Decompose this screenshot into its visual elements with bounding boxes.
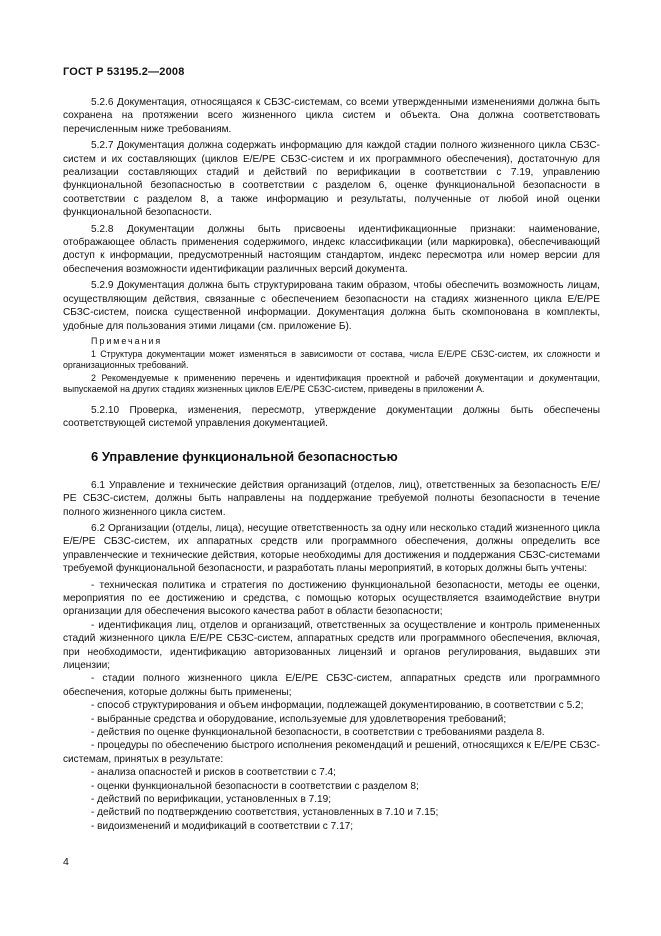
paragraph-5-2-10: 5.2.10 Проверка, изменения, пересмотр, утверждение документации должны быть обеспечены соответствующей системой управления документацией. bbox=[63, 404, 600, 430]
list-item: - техническая политика и стратегия по достижению функциональной безопасности, методы ее оценки, мероприятия по ее достижению и средства, с помощью которых осуществляется взаимодействие внутри организации для обеспечения высокого качества работ в области безопасности; bbox=[63, 579, 600, 618]
document-body bbox=[63, 96, 600, 833]
list-item: - выбранные средства и оборудование, используемые для удовлетворения требований; bbox=[91, 713, 507, 725]
paragraph-6-1: 6.1 Управление и технические действия организаций (отделов, лиц), ответственных за безопасность Е/Е/РЕ СБЗС-систем, должны быть направлены на поддержание требуемой полноты безопасности в течение полного жизненного цикла систем. bbox=[63, 479, 600, 518]
page-number: 4 bbox=[63, 856, 69, 868]
list-item: - действий по подтверждению соответствия, установленных в 7.10 и 7.15; bbox=[91, 807, 439, 819]
list-item: - способ структурирования и объем информации, подлежащей документированию, в соответствии с 5.2; bbox=[91, 700, 584, 712]
list-item: - оценки функциональной безопасности в соответствии с разделом 8; bbox=[91, 780, 419, 792]
list-item: - процедуры по обеспечению быстрого исполнения рекомендаций и решений, относящихся к Е/Е/РЕ СБЗС-системам, принятых в результате: bbox=[63, 740, 600, 765]
notes-title: Примечания bbox=[91, 335, 163, 346]
list-item: - анализа опасностей и рисков в соответствии с 7.4; bbox=[91, 767, 336, 779]
standard-header: ГОСТ Р 53195.2—2008 bbox=[63, 66, 185, 78]
note-item: 2 Рекомендуемые к применению перечень и идентификация проектной и рабочей документации и документации, выпускаемой на других стадиях жизненных циклов Е/Е/РЕ СБЗС-систем, приведены в приложении А. bbox=[63, 372, 600, 395]
list-item: - стадии полного жизненного цикла Е/Е/РЕ СБЗС-систем, аппаратных средств или программного обеспечения, которые должны быть применены; bbox=[63, 673, 600, 698]
paragraph-5-2-9: 5.2.9 Документация должна быть структурирована таким образом, чтобы обеспечить возможность лицам, осуществляющим действия, связанные с обеспечением безопасности на стадиях жизненного цикла Е/Е/РЕ СБЗС-систем, поиска существенной информации. Документация должна быть скомпонована в комплекты, удобные для пользования этими лицами (см. приложение Б). bbox=[63, 280, 600, 332]
section-heading: 6 Управление функциональной безопасностью bbox=[91, 448, 398, 464]
list-item: - идентификация лиц, отделов и организаций, ответственных за осуществление и контроль примененных стадий жизненного цикла Е/Е/РЕ СБЗС-систем, аппаратных средств или программного обеспечения, включая, при необходимости, идентификацию авторизованных лицензий и органов регулирования, выдавших эти лицензии; bbox=[63, 619, 600, 671]
notes-block bbox=[63, 336, 600, 396]
list-item: - видоизменений и модификаций в соответствии с 7.17; bbox=[91, 820, 354, 832]
list-item: - действий по верификации, установленных в 7.19; bbox=[91, 794, 332, 806]
paragraph-5-2-6: 5.2.6 Документация, относящаяся к СБЗС-системам, со всеми утвержденными изменениями должна быть сохранена на протяжении всего жизненного цикла систем и объекта. Она должна соответствовать перечисленным ниже требованиям. bbox=[63, 97, 600, 135]
note-item: 1 Структура документации может изменяться в зависимости от состава, числа Е/Е/РЕ СБЗС-систем, их сложности и организационных требований. bbox=[63, 348, 600, 371]
paragraph-6-2: 6.2 Организации (отделы, лица), несущие ответственность за одну или несколько стадий жизненного цикла Е/Е/РЕ СБЗС-систем, их аппаратных средств или программного обеспечения, должны определить все управленческие и технические действия, которые необходимы для достижения и поддержания СБЗС-системами требуемой функциональной безопасности, и разработать планы мероприятий, в которых должны быть учтены: bbox=[63, 522, 600, 575]
list-item: - действия по оценке функциональной безопасности, в соответствии с требованиями раздела 8. bbox=[91, 727, 545, 738]
paragraph-5-2-7: 5.2.7 Документация должна содержать информацию для каждой стадии полного жизненного цикла СБЗС-систем и их составляющих (циклов Е/Е/РЕ СБЗС-систем и их программного обеспечения), достаточную для реализации составляющих стадий и действий по верификации в соответствии с 7.19, управлению функциональной безопасностью в соответствии с разделом 6, оценке функциональной безопасности в соответствии с разделом 8, а также информацию и результаты, полученные от любой иной оценки функциональной безопасности. bbox=[63, 140, 600, 219]
paragraph-5-2-8: 5.2.8 Документации должны быть присвоены идентификационные признаки: наименование, отображающее область применения содержимого, индекс классификации (или маркировка), обеспечивающий доступ к информации, предусмотренный настоящим стандартом, индекс пересмотра или номер версии для обеспечения возможности идентификации различных версий документа. bbox=[63, 223, 600, 275]
